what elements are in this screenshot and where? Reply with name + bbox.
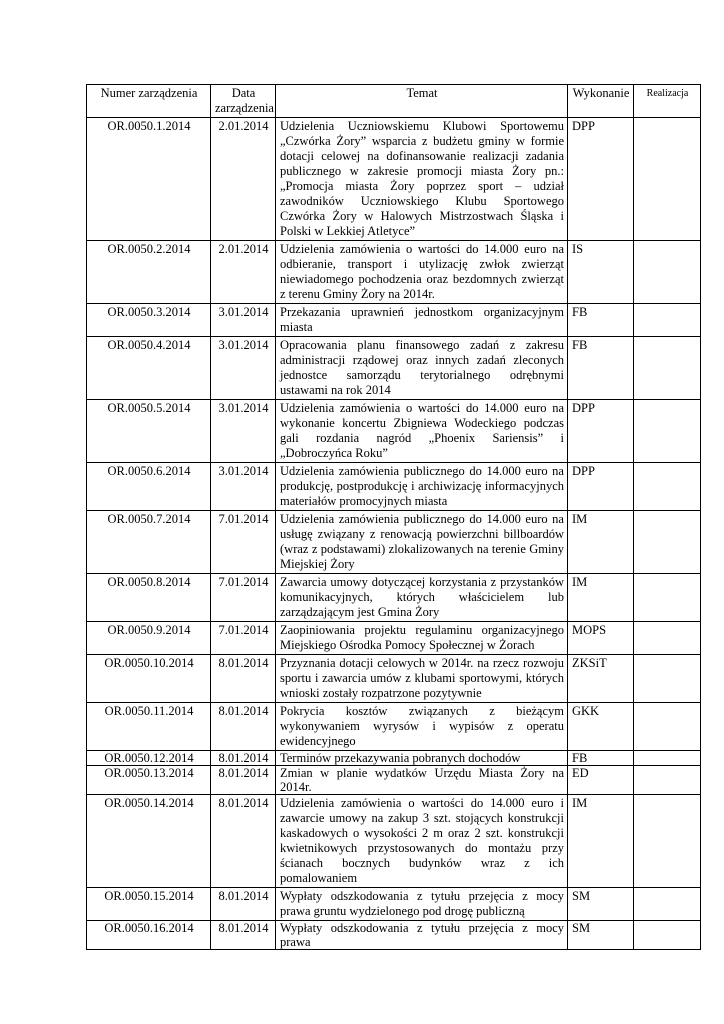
order-topic: Zmian w planie wydatków Urzędu Miasta Żory na 2014r. (276, 766, 568, 795)
order-number: OR.0050.11.2014 (87, 703, 211, 751)
order-number: OR.0050.5.2014 (87, 400, 211, 463)
table-row (87, 655, 701, 703)
order-execution: ED (568, 766, 634, 795)
order-realization (634, 511, 701, 574)
orders-table (86, 84, 701, 950)
order-execution: IM (568, 795, 634, 888)
table-row (87, 888, 701, 921)
header-date: Data zarządzenia (211, 85, 276, 118)
order-date: 8.01.2014 (211, 921, 276, 950)
table-row (87, 921, 701, 950)
order-date: 8.01.2014 (211, 766, 276, 795)
order-topic: Przyznania dotacji celowych w 2014r. na rzecz rozwoju sportu i zawarcia umów z klubami sportowymi, których wnioski zostały rozpatrzone pozytywnie (276, 655, 568, 703)
order-number: OR.0050.13.2014 (87, 766, 211, 795)
order-date: 3.01.2014 (211, 463, 276, 511)
header-execution: Wykonanie (568, 85, 634, 118)
order-realization (634, 241, 701, 304)
table-header-row (87, 85, 701, 118)
order-number: OR.0050.2.2014 (87, 241, 211, 304)
order-date: 7.01.2014 (211, 622, 276, 655)
order-execution: MOPS (568, 622, 634, 655)
table-row (87, 751, 701, 766)
table-row (87, 795, 701, 888)
order-execution: FB (568, 751, 634, 766)
order-execution: FB (568, 337, 634, 400)
order-date: 8.01.2014 (211, 888, 276, 921)
order-date: 3.01.2014 (211, 400, 276, 463)
table-row (87, 766, 701, 795)
order-number: OR.0050.14.2014 (87, 795, 211, 888)
order-realization (634, 703, 701, 751)
order-number: OR.0050.9.2014 (87, 622, 211, 655)
order-number: OR.0050.6.2014 (87, 463, 211, 511)
header-realization: Realizacja (634, 85, 701, 118)
order-realization (634, 118, 701, 241)
order-realization (634, 888, 701, 921)
order-topic: Opracowania planu finansowego zadań z zakresu administracji rządowej oraz innych zadań zleconych jednostce samorządu terytorialnego odrębnymi ustawami na rok 2014 (276, 337, 568, 400)
order-topic: Przekazania uprawnień jednostkom organizacyjnym miasta (276, 304, 568, 337)
order-date: 2.01.2014 (211, 118, 276, 241)
order-topic: Udzielenia zamówienia o wartości do 14.000 euro i zawarcie umowy na zakup 3 szt. stojących konstrukcji kaskadowych o wysokości 2 m oraz 2 szt. konstrukcji kwietnikowych przystosowanych do montażu przy ścianach bocznych budynków wraz z ich pomalowaniem (276, 795, 568, 888)
table-row (87, 400, 701, 463)
order-topic: Terminów przekazywania pobranych dochodów (276, 751, 568, 766)
order-number: OR.0050.16.2014 (87, 921, 211, 950)
order-topic: Udzielenia zamówienia o wartości do 14.000 euro na odbieranie, transport i utylizację zwłok zwierząt niewiadomego pochodzenia oraz bezdomnych zwierząt z terenu Gminy Żory na 2014r. (276, 241, 568, 304)
table-row (87, 622, 701, 655)
order-realization (634, 463, 701, 511)
table-row (87, 241, 701, 304)
order-execution: ZKSiT (568, 655, 634, 703)
order-date: 8.01.2014 (211, 751, 276, 766)
order-date: 8.01.2014 (211, 703, 276, 751)
order-execution: DPP (568, 400, 634, 463)
table-row (87, 304, 701, 337)
order-topic: Zaopiniowania projektu regulaminu organizacyjnego Miejskiego Ośrodka Pomocy Społecznej w Żorach (276, 622, 568, 655)
order-date: 2.01.2014 (211, 241, 276, 304)
order-topic: Udzielenia Uczniowskiemu Klubowi Sportowemu „Czwórka Żory” wsparcia z budżetu gminy w formie dotacji celowej na dofinansowanie realizacji zadania publicznego w zakresie promocji miasta Żory pn.: „Promocja miasta Żory poprzez sport – udział zawodników Uczniowskiego Klubu Sportowego Czwórka Żory w Halowych Mistrzostwach Śląska i Polski w Lekkiej Atletyce” (276, 118, 568, 241)
order-execution: SM (568, 921, 634, 950)
table-row (87, 118, 701, 241)
order-execution: IM (568, 511, 634, 574)
order-realization (634, 921, 701, 950)
order-date: 8.01.2014 (211, 655, 276, 703)
order-number: OR.0050.7.2014 (87, 511, 211, 574)
order-execution: GKK (568, 703, 634, 751)
order-number: OR.0050.12.2014 (87, 751, 211, 766)
order-realization (634, 622, 701, 655)
order-topic: Udzielenia zamówienia publicznego do 14.000 euro na usługę związany z renowacją powierzchni billboardów (wraz z podstawami) zlokalizowanych na terenie Gminy Miejskiej Żory (276, 511, 568, 574)
order-date: 7.01.2014 (211, 574, 276, 622)
order-topic: Pokrycia kosztów związanych z bieżącym wykonywaniem wyrysów i wypisów z operatu ewidencyjnego (276, 703, 568, 751)
order-realization (634, 400, 701, 463)
order-realization (634, 337, 701, 400)
order-number: OR.0050.4.2014 (87, 337, 211, 400)
order-number: OR.0050.8.2014 (87, 574, 211, 622)
order-execution: DPP (568, 463, 634, 511)
order-realization (634, 766, 701, 795)
order-execution: IS (568, 241, 634, 304)
order-execution: FB (568, 304, 634, 337)
order-realization (634, 751, 701, 766)
order-date: 8.01.2014 (211, 795, 276, 888)
order-topic: Wypłaty odszkodowania z tytułu przejęcia z mocy prawa (276, 921, 568, 950)
order-realization (634, 795, 701, 888)
table-row (87, 511, 701, 574)
order-topic: Udzielenia zamówienia publicznego do 14.000 euro na produkcję, postprodukcję i archiwizację informacyjnych materiałów promocyjnych miasta (276, 463, 568, 511)
order-number: OR.0050.10.2014 (87, 655, 211, 703)
order-topic: Zawarcia umowy dotyczącej korzystania z przystanków komunikacyjnych, których właścicielem lub zarządzającym jest Gmina Żory (276, 574, 568, 622)
order-realization (634, 574, 701, 622)
table-row (87, 574, 701, 622)
header-number: Numer zarządzenia (87, 85, 211, 118)
order-realization (634, 304, 701, 337)
order-number: OR.0050.15.2014 (87, 888, 211, 921)
table-row (87, 463, 701, 511)
order-number: OR.0050.1.2014 (87, 118, 211, 241)
order-topic: Udzielenia zamówienia o wartości do 14.000 euro na wykonanie koncertu Zbigniewa Wodeckiego podczas gali rozdania nagród „Phoenix Sariensis” i „Dobroczyńca Roku” (276, 400, 568, 463)
order-execution: SM (568, 888, 634, 921)
order-topic: Wypłaty odszkodowania z tytułu przejęcia z mocy prawa gruntu wydzielonego pod drogę publiczną (276, 888, 568, 921)
order-realization (634, 655, 701, 703)
order-execution: IM (568, 574, 634, 622)
order-date: 3.01.2014 (211, 304, 276, 337)
table-row (87, 703, 701, 751)
order-date: 7.01.2014 (211, 511, 276, 574)
order-execution: DPP (568, 118, 634, 241)
header-topic: Temat (276, 85, 568, 118)
order-date: 3.01.2014 (211, 337, 276, 400)
table-row (87, 337, 701, 400)
order-number: OR.0050.3.2014 (87, 304, 211, 337)
